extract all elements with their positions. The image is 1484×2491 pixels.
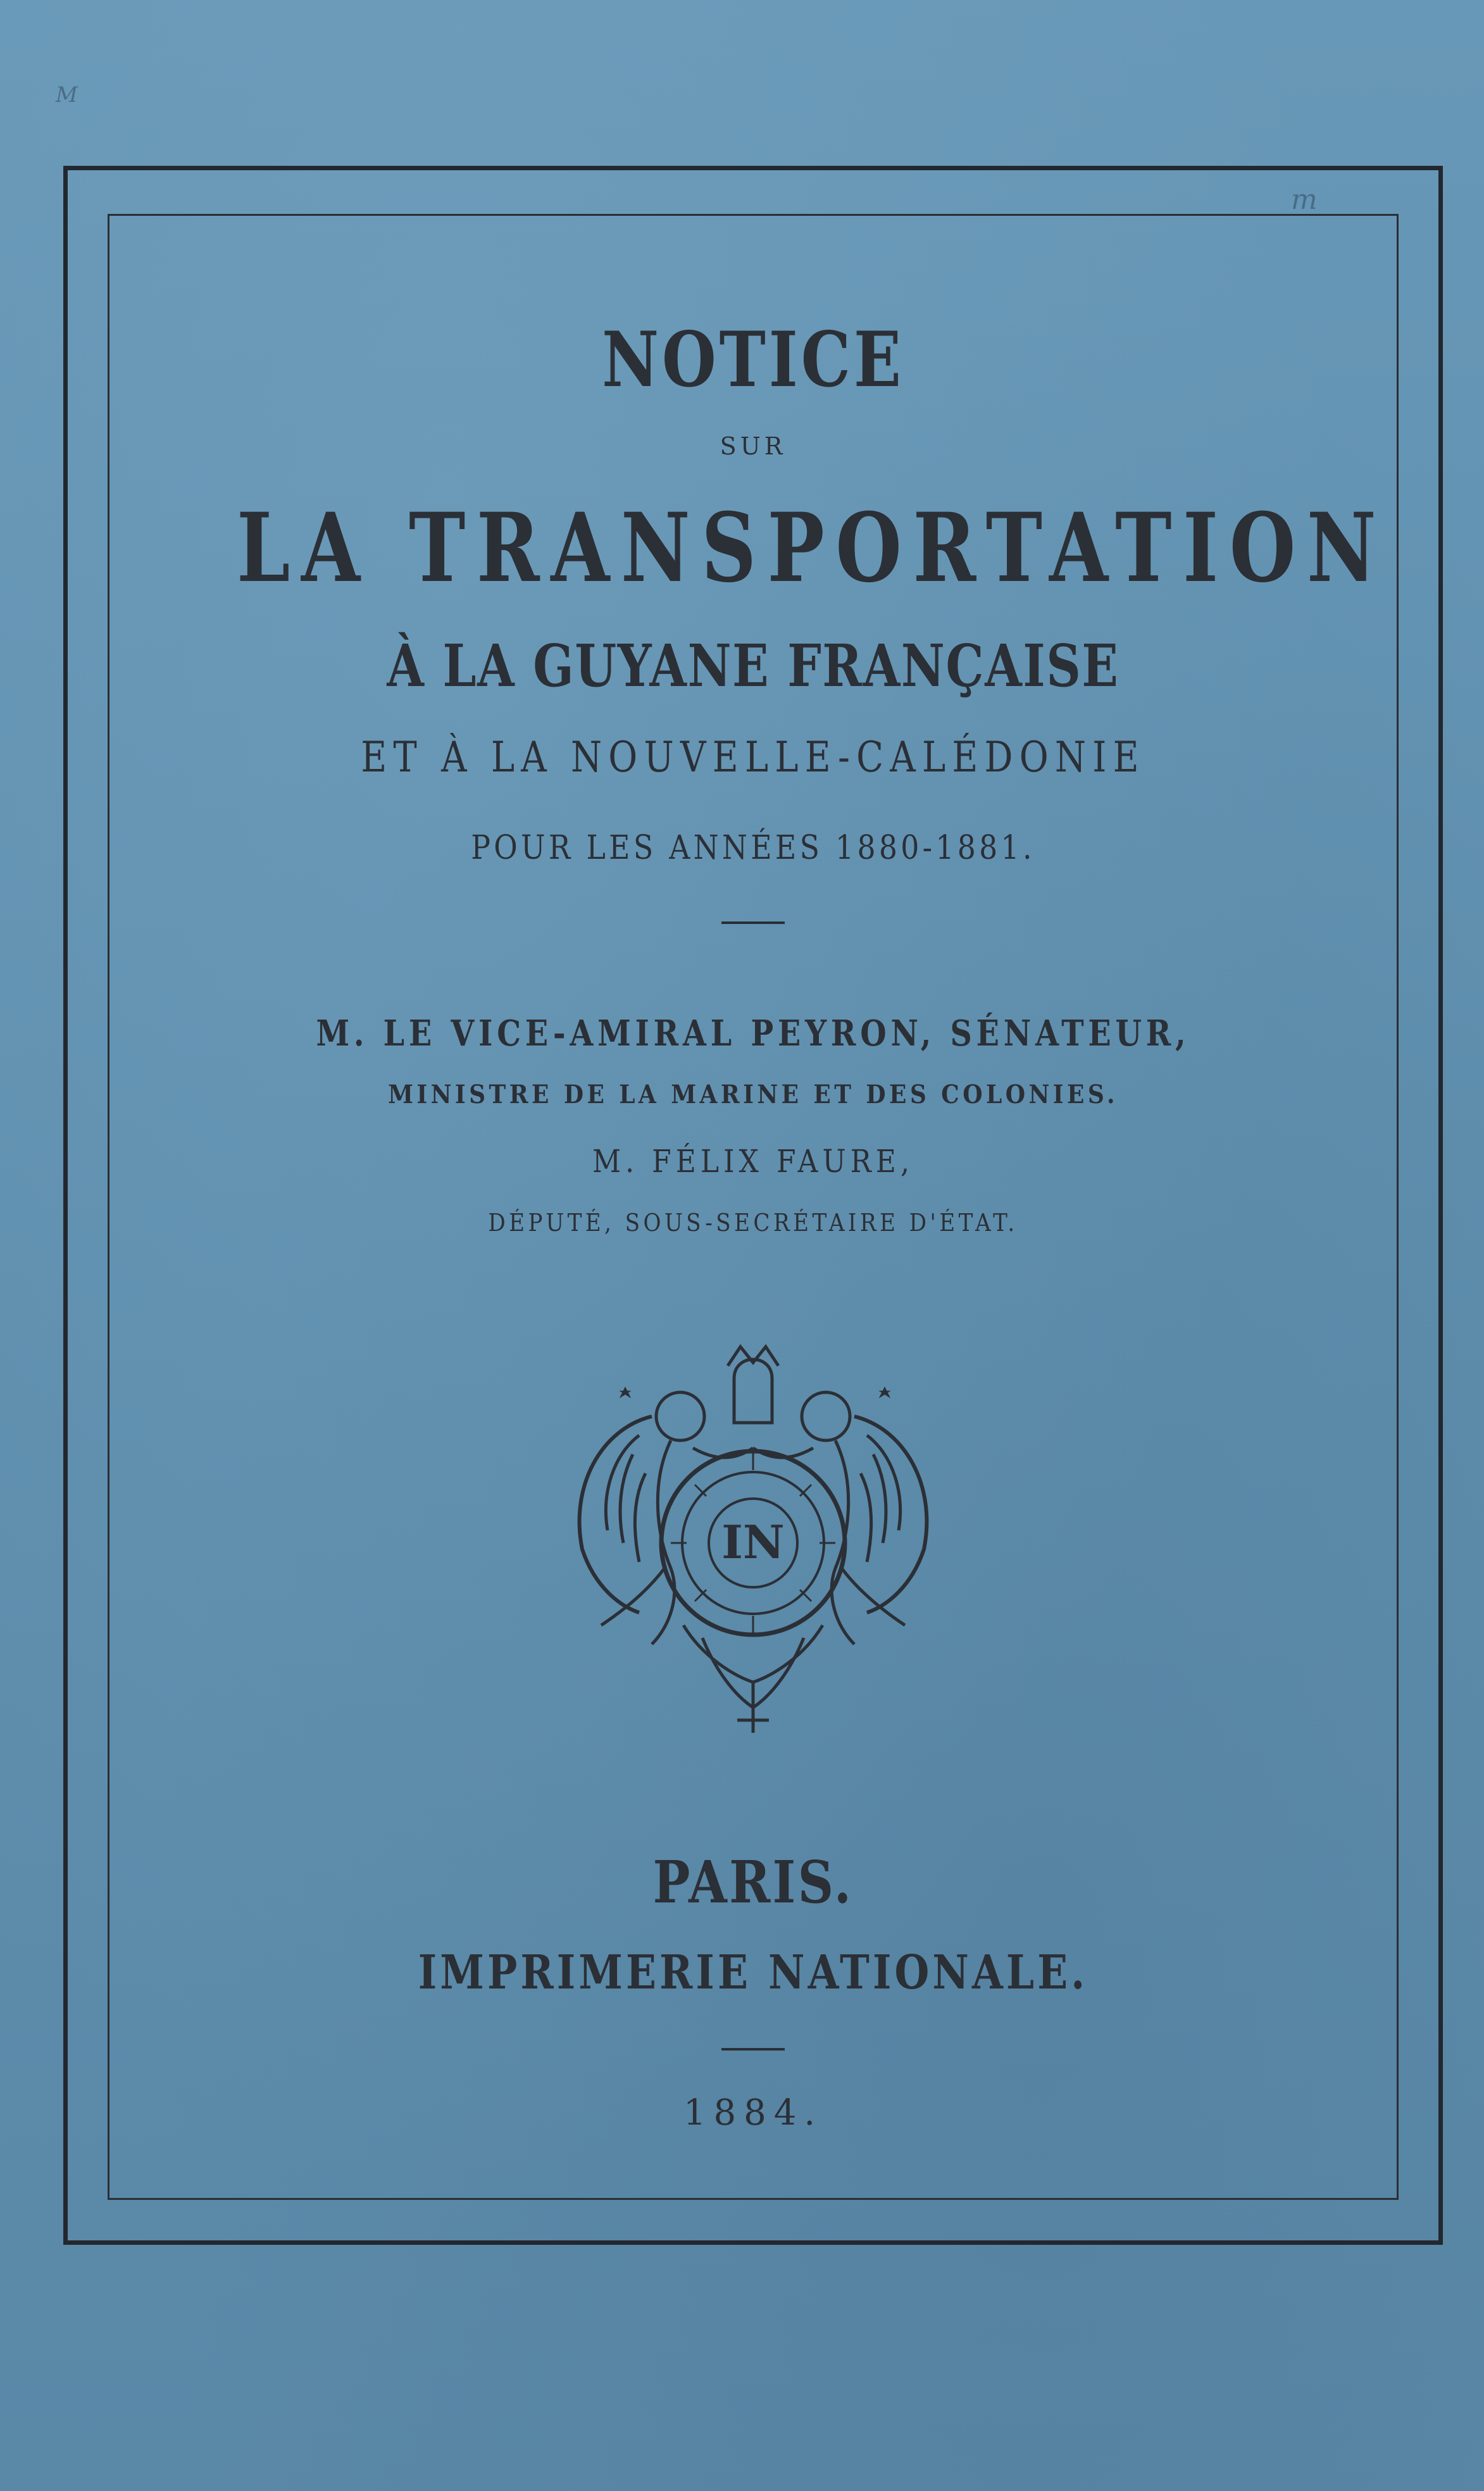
title-line-guyane: À LA GUYANE FRANÇAISE: [387, 632, 1119, 700]
title-main: LA TRANSPORTATION: [237, 492, 1388, 604]
title-line-years: POUR LES ANNÉES 1880-1881.: [471, 829, 1035, 867]
title-page-content: [108, 214, 1399, 2200]
emblem-monogram: IN: [721, 1515, 785, 1569]
author-faure-role: DÉPUTÉ, SOUS-SECRÉTAIRE D'ÉTAT.: [488, 1209, 1018, 1237]
imprimerie-nationale-emblem-icon: [544, 1340, 962, 1745]
author-admiral: M. LE VICE-AMIRAL PEYRON, SÉNATEUR,: [316, 1013, 1190, 1054]
author-admiral-role: MINISTRE DE LA MARINE ET DES COLONIES.: [388, 1080, 1118, 1109]
author-faure: M. FÉLIX FAURE,: [592, 1143, 914, 1180]
divider-rule: [721, 921, 785, 924]
imprint-city: PARIS.: [652, 1848, 854, 1916]
title-sur: SUR: [720, 432, 787, 460]
imprint-printer: IMPRIMERIE NATIONALE.: [418, 1945, 1088, 2000]
title-line-caledonie: ET À LA NOUVELLE-CALÉDONIE: [361, 733, 1145, 782]
margin-note-top-right: m: [1291, 184, 1318, 216]
title-notice: NOTICE: [602, 315, 904, 404]
margin-note-top-left: M: [56, 82, 78, 108]
imprint-year: 1884.: [683, 2092, 823, 2133]
divider-rule-bottom: [721, 2048, 785, 2051]
